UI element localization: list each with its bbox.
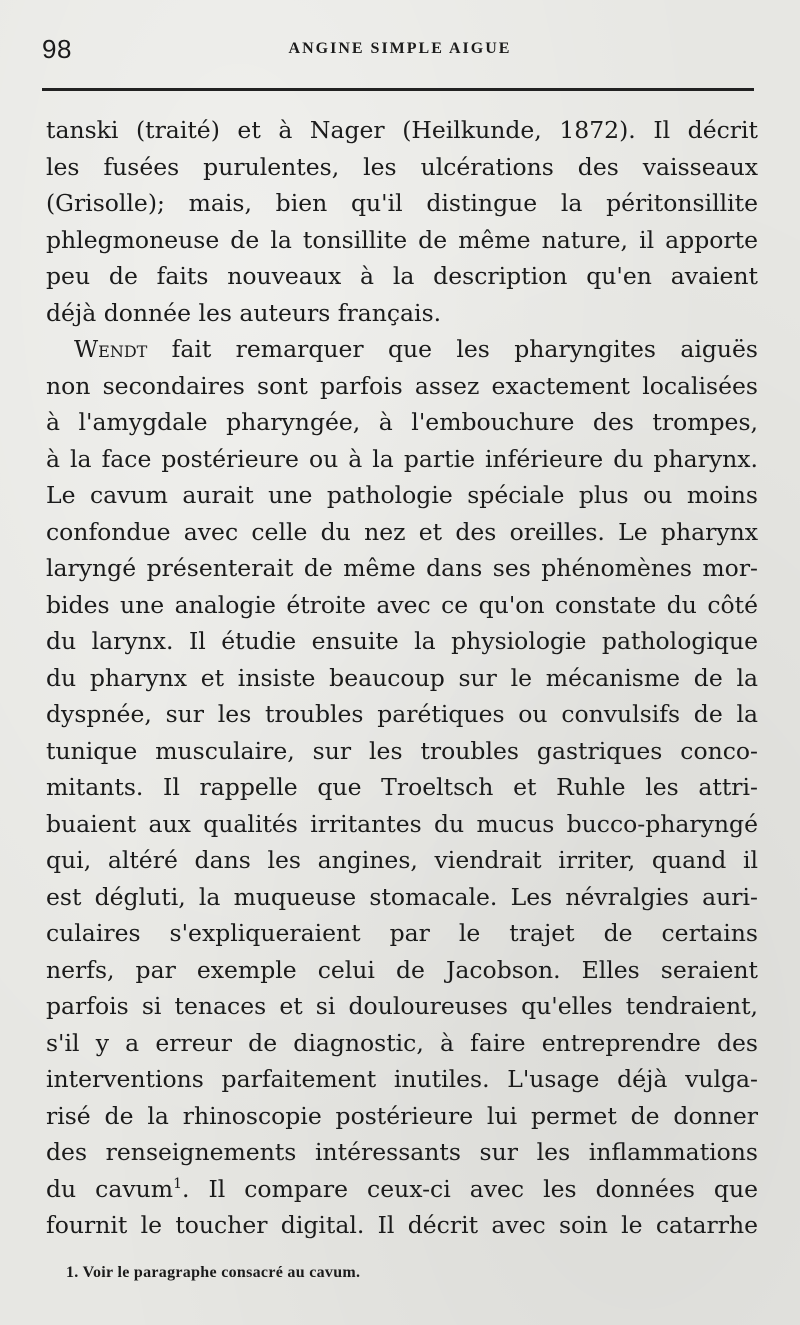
text-line: (Grisolle); mais, bien qu'il distingue la péritonsillite: [46, 189, 758, 217]
body-text: [46, 112, 758, 1244]
text-line: culaires s'expliqueraient par le trajet de certains: [46, 919, 758, 947]
text-line: à l'amygdale pharyngée, à l'embouchure des trompes,: [46, 408, 758, 436]
text-line: phlegmoneuse de la tonsillite de même nature, il apporte: [46, 225, 758, 254]
text-line: mitants. Il rappelle que Troeltsch et Ruhle les attri-: [46, 773, 758, 801]
text-line: Le cavum aurait une pathologie spéciale plus ou moins: [46, 481, 758, 509]
text-line: s'il y a erreur de diagnostic, à faire entreprendre des: [46, 1028, 758, 1057]
text-line: les fusées purulentes, les ulcérations des vaisseaux: [46, 152, 758, 181]
text-line: à la face postérieure ou à la partie inférieure du pharynx.: [46, 444, 758, 473]
text-line: non secondaires sont parfois assez exactement localisées: [46, 371, 758, 400]
text-line: qui, altéré dans les angines, viendrait irriter, quand il: [46, 846, 758, 874]
text-line: laryngé présenterait de même dans ses phénomènes mor-: [46, 554, 758, 582]
footnote-marker[interactable]: 1: [173, 1175, 182, 1192]
text-line: bides une analogie étroite avec ce qu'on constate du côté: [46, 590, 758, 619]
text-line: parfois si tenaces et si douloureuses qu'elles tendraient,: [46, 992, 758, 1020]
text-line: interventions parfaitement inutiles. L'usage déjà vulga-: [46, 1065, 758, 1093]
running-title: ANGINE SIMPLE AIGUE: [288, 40, 512, 57]
text-line: fournit le toucher digital. Il décrit avec soin le catarrhe: [46, 1211, 758, 1239]
text-line: tunique musculaire, sur les troubles gastriques conco-: [46, 736, 758, 765]
line-rest: . Il compare ceux-ci avec les données que: [181, 1174, 758, 1203]
page-number: 98: [42, 34, 72, 64]
header-rule: [42, 88, 754, 91]
footnote: 1. Voir le paragraphe consacré au cavum.: [66, 1264, 361, 1281]
text-line: confondue avec celle du nez et des oreilles. Le pharynx: [46, 517, 758, 546]
text-line: nerfs, par exemple celui de Jacobson. Elles seraient: [46, 955, 758, 984]
line-start: du cavum: [46, 1174, 174, 1203]
author-name: Wendt: [74, 335, 148, 363]
text-line: dyspnée, sur les troubles parétiques ou convulsifs de la: [46, 700, 758, 728]
text-line: risé de la rhinoscopie postérieure lui permet de donner: [46, 1101, 758, 1130]
text-line: du larynx. Il étudie ensuite la physiologie pathologique: [46, 627, 758, 655]
line-rest: fait remarquer que les pharyngites aiguës: [147, 335, 758, 363]
text-line: buaient aux qualités irritantes du mucus bucco-pharyngé: [46, 809, 758, 838]
text-line: du pharynx et insiste beaucoup sur le mécanisme de la: [46, 663, 758, 692]
paragraph-start-line: [46, 331, 758, 368]
text-line: peu de faits nouveaux à la description qu'en avaient: [46, 262, 758, 290]
text-line: tanski (traité) et à Nager (Heilkunde, 1872). Il décrit: [46, 116, 758, 144]
text-line: des renseignements intéressants sur les inflammations: [46, 1138, 758, 1166]
text-line: déjà donnée les auteurs français.: [46, 298, 442, 327]
text-line: est dégluti, la muqueuse stomacale. Les névralgies auri-: [46, 882, 758, 911]
footnote-ref-line: [46, 1171, 758, 1208]
